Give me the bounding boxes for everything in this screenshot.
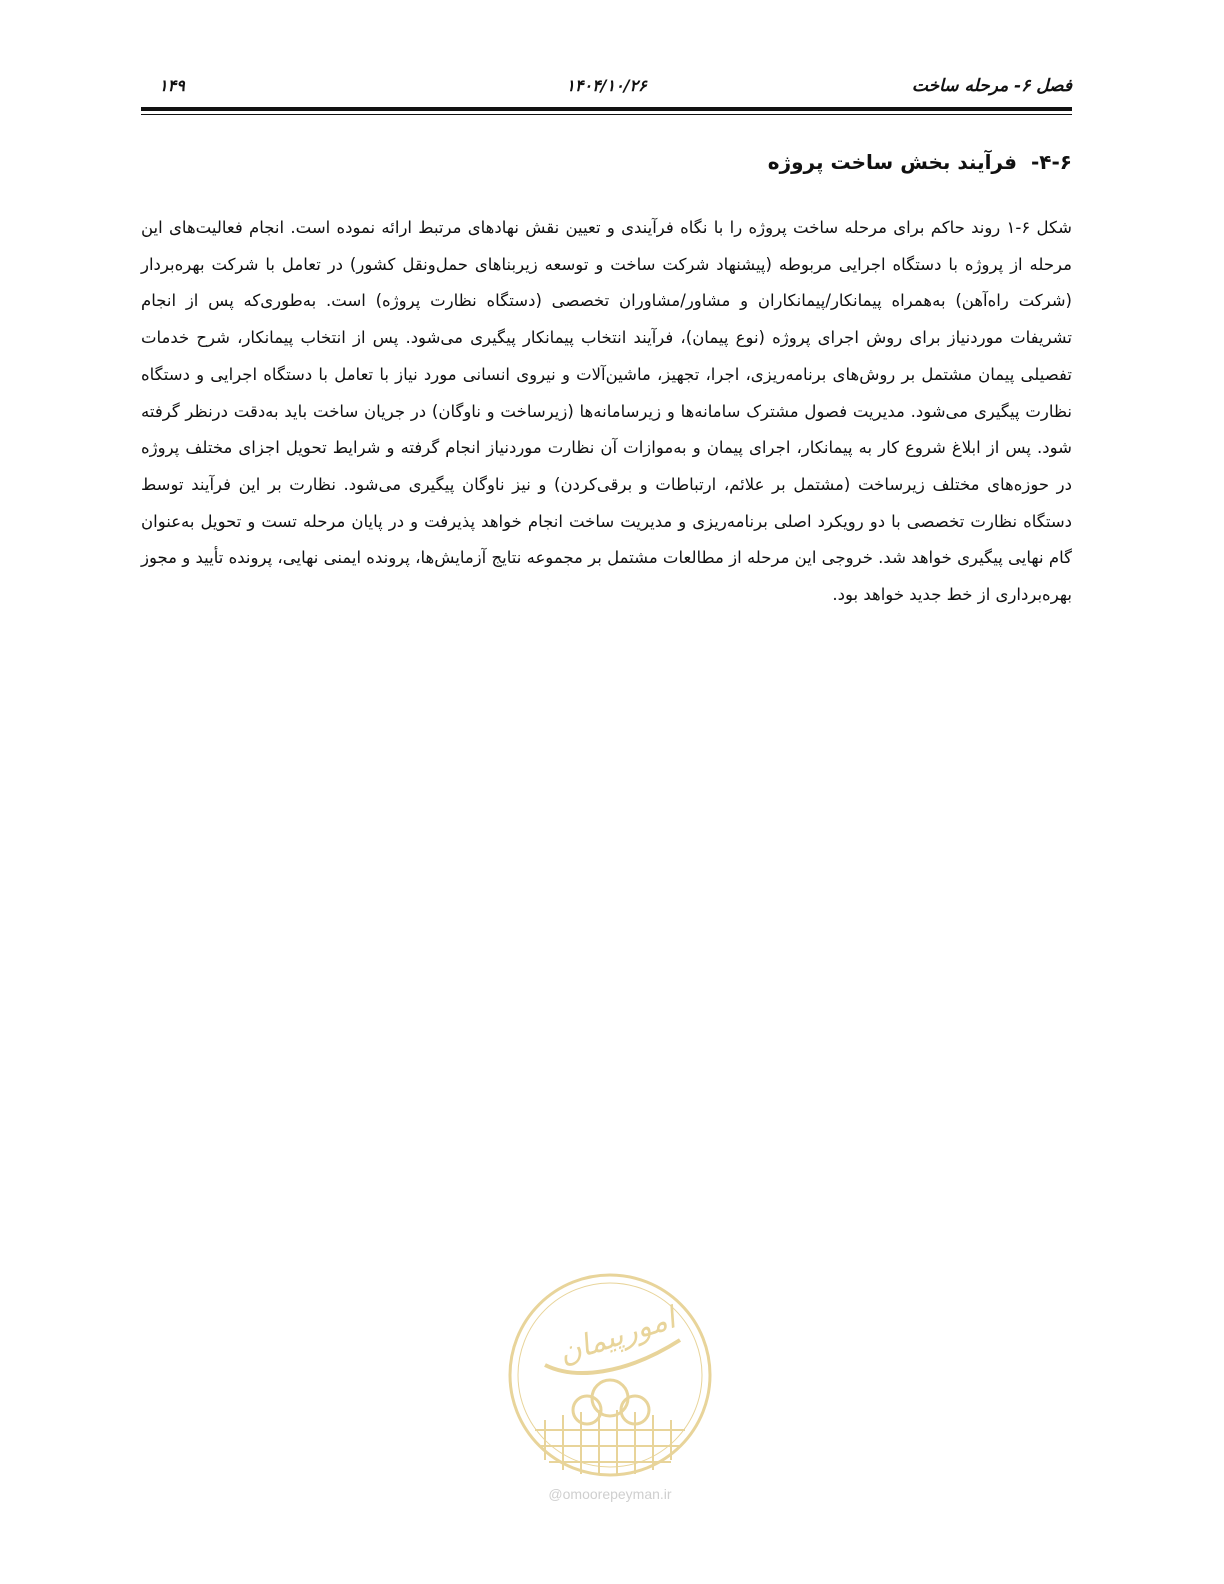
watermark-url: @omoorepeyman.ir xyxy=(548,1486,672,1502)
watermark-logo-script: امورپیمان xyxy=(554,1300,680,1372)
watermark-logo xyxy=(505,1270,715,1480)
page-number: ۱۴۹ xyxy=(159,76,185,95)
body-paragraph: شکل ۶-۱ روند حاکم برای مرحله ساخت پروژه را با نگاه فرآیندی و تعیین نقش نهادهای مرتبط ارائه نموده است. انجام فعالیت‌های این مرحله از پروژه با دستگاه اجرایی مربوطه (پیشنهاد شرکت ساخت و توسعه زیربناهای حمل‌ونقل کشور) در تعامل با شرکت بهره‌بردار (شرکت راه‌آهن) به‌همراه پیمانکار/پیمانکاران و مشاور/مشاوران تخصصی (دستگاه نظارت پروژه) است. به‌طوری‌که پس از انجام تشریفات موردنیاز برای روش اجرای پروژه (نوع پیمان)، فرآیند انتخاب پیمانکار پیگیری می‌شود. پس از انتخاب پیمانکار، شرح خدمات تفصیلی پیمان مشتمل بر روش‌های برنامه‌ریزی، اجرا، تجهیز، ماشین‌آلات و نیروی انسانی مورد نیاز با تعامل با دستگاه اجرایی و دستگاه نظارت پیگیری می‌شود. مدیریت فصول مشترک سامانه‌ها و زیرسامانه‌ها (زیرساخت و ناوگان) در جریان ساخت باید به‌دقت درنظر گرفته شود. پس از ابلاغ شروع کار به پیمانکار، اجرای پیمان و به‌موازات آن نظارت موردنیاز انجام گرفته و شرایط تحویل اجزای مختلف پروژه در حوزه‌های مختلف زیرساخت (مشتمل بر علائم، ارتباطات و برقی‌کردن) و نیز ناوگان پیگیری می‌شود. نظارت بر این فرآیند توسط دستگاه نظارت تخصصی با دو رویکرد اصلی برنامه‌ریزی و مدیریت ساخت انجام خواهد پذیرفت و در پایان مرحله تست و تحویل به‌عنوان گام نهایی پیگیری خواهد شد. خروجی این مرحله از مطالعات مشتمل بر مجموعه نتایج آزمایش‌ها، پرونده ایمنی نهایی، پرونده تأیید و مجوز بهره‌برداری از خط جدید خواهد بود. xyxy=(141,218,1072,605)
section-title: فرآیند بخش ساخت پروژه xyxy=(767,150,1017,174)
header-rule-thin xyxy=(141,114,1072,115)
header-rule-thick xyxy=(141,107,1072,111)
section-heading xyxy=(768,150,1072,174)
page-header xyxy=(141,74,1072,104)
chapter-title: فصل ۶- مرحله ساخت xyxy=(911,76,1072,96)
header-date: ۱۴۰۴/۱۰/۲۶ xyxy=(566,76,647,95)
section-number: ۴-۶- xyxy=(1030,150,1072,174)
